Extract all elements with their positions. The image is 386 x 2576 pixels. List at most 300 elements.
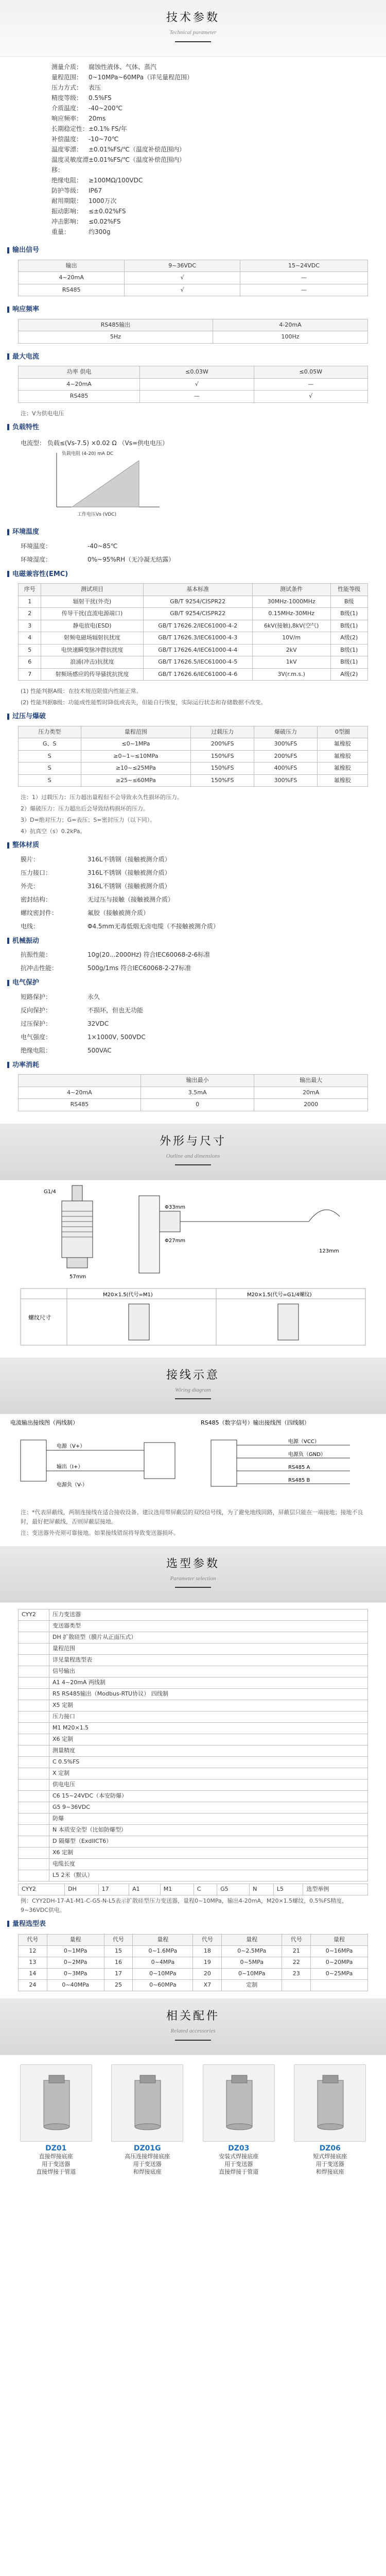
elec-title: 电气保护: [0, 975, 386, 990]
table-cell: 3.5mA: [141, 1087, 254, 1099]
spec-value: 1×1000V, 500VDC: [87, 1033, 146, 1041]
spec-key: 冲击影响：: [51, 218, 83, 225]
table-cell: B级: [330, 596, 367, 608]
accessory-item: [15, 2064, 97, 2176]
load-title: 负载特性: [0, 419, 386, 435]
selection-row: [19, 1779, 368, 1790]
table-header-cell: 0型圈: [317, 726, 367, 738]
output-title: 输出信号: [0, 242, 386, 258]
table-header-cell: 9~36VDC: [125, 260, 240, 272]
table-cell: 0~2MPa: [47, 1957, 104, 1969]
spec-value: 10g(20...2000Hz) 符合IEC60068-2-6标准: [87, 951, 210, 958]
table-cell: 静电放电(ESD): [41, 620, 143, 632]
section-header-accessories: [0, 1998, 386, 2055]
table-header-row: [19, 1075, 368, 1087]
spec-key: 量程范围：: [51, 74, 83, 81]
section-title: 外形与尺寸: [159, 1134, 226, 1148]
spec-key: 密封结构：: [21, 895, 52, 903]
table-cell: 0~60MPa: [133, 1980, 193, 1991]
selection-example-cell: DH: [65, 1884, 99, 1895]
table-cell: 22: [282, 1957, 311, 1969]
table-cell: 浪涌(冲击)抗扰度: [41, 656, 143, 669]
output-table: [18, 260, 368, 297]
table-cell: 30MHz-1000MHz: [252, 596, 330, 608]
table-cell: 300%FS: [254, 738, 318, 751]
title-divider: [175, 1587, 211, 1588]
table-cell: 400%FS: [254, 762, 318, 775]
spec-value: 0~10MPa~60MPa（详见量程范围）: [89, 74, 194, 81]
spec-row: [0, 893, 386, 906]
selection-row: [19, 1711, 368, 1722]
dim-label-l2: 123mm: [319, 1248, 339, 1254]
section-title: 相关配件: [166, 2010, 220, 2023]
overload-title: 过压与爆破: [0, 708, 386, 724]
table-cell: 3V(r.m.s.): [252, 668, 330, 681]
spec-list: [0, 57, 386, 242]
spec-key: 螺纹密封件：: [21, 909, 58, 917]
table-cell: 1: [19, 596, 41, 608]
table-cell: √: [125, 272, 240, 284]
table-cell: 0~16MPa: [311, 1946, 368, 1957]
accessory-image: [203, 2064, 275, 2142]
spec-key: 绝缘电阻：: [51, 177, 83, 184]
spec-key: 温度灵敏度漂移：: [51, 156, 89, 174]
table-row: [19, 1946, 368, 1957]
accessory-desc: 用于变送器 和焊接底座: [315, 2161, 344, 2175]
spec-row: [51, 113, 386, 124]
accessory-label: [106, 2145, 188, 2176]
table-row: [19, 378, 368, 391]
wiring-right-title: RS485（数字信号）输出接线图（四线制）: [201, 1419, 310, 1426]
title-divider: [175, 41, 211, 42]
spec-key: 压力接口：: [21, 869, 52, 876]
table-cell: 4~20mA: [19, 378, 140, 391]
selection-desc: 信号输出: [49, 1666, 368, 1677]
section-header-selection: [0, 1546, 386, 1603]
selection-example-cell: L5: [273, 1884, 303, 1895]
table-header-cell: 代号: [104, 1935, 133, 1946]
spec-value: 500VAC: [87, 1046, 112, 1054]
note-line: (1) 性能判据A级：在技术规范限值内性能正常。: [21, 688, 142, 694]
spec-row: [0, 961, 386, 975]
selection-desc: 测量精度: [49, 1745, 368, 1756]
selection-example-cell: N: [250, 1884, 274, 1895]
table-header-cell: ≤0.05W: [254, 366, 367, 379]
spec-value: 500g/1ms 符合IEC60068-2-27标准: [87, 964, 191, 972]
table-row: [19, 608, 368, 620]
accessory-image: [20, 2064, 92, 2142]
spec-value: 表压: [89, 84, 101, 91]
table-cell: 0~1.6MPa: [133, 1946, 193, 1957]
spec-row: [0, 1004, 386, 1017]
spec-key: 环境温度：: [21, 542, 52, 550]
selection-row: [19, 1813, 368, 1824]
selection-code: [19, 1677, 49, 1688]
table-cell: 25: [104, 1980, 133, 1991]
selection-desc: M1 M20×1.5: [49, 1722, 368, 1734]
accessory-label: [15, 2145, 97, 2176]
selection-code: [19, 1768, 49, 1779]
selection-code: [19, 1745, 49, 1756]
accessory-code: DZ01G: [133, 2144, 161, 2153]
table-cell: RS485: [19, 284, 125, 296]
selection-example-cell: A1: [129, 1884, 161, 1895]
spec-key: 短路保护：: [21, 993, 52, 1001]
table-header-row: [19, 319, 368, 331]
selection-desc: G5 9~36VDC: [49, 1802, 368, 1813]
table-header-cell: 序号: [19, 584, 41, 596]
elec-rows: [0, 990, 386, 1057]
spec-row: [0, 1030, 386, 1044]
table-cell: 0~20MPa: [311, 1957, 368, 1969]
title-divider: [175, 1164, 211, 1165]
accessory-label: [289, 2145, 371, 2176]
range-title: 量程选型表: [0, 1916, 386, 1931]
spec-value: 无过压与接触（接触被测介质）: [87, 895, 174, 903]
selection-row: [19, 1688, 368, 1700]
spec-row: [0, 879, 386, 893]
thread-right-head: M20×1.5(代号=G1/4螺纹): [247, 1292, 312, 1298]
accessory-code: DZ01: [45, 2144, 67, 2153]
note-line: 2）爆破压力：压力超出后会导致结构损坏的压力。: [21, 805, 149, 812]
spec-value: 不损坏，但也无功能: [87, 1006, 144, 1014]
accessory-name: 短式焊接底座: [313, 2153, 347, 2160]
load-left: [10, 438, 179, 520]
table-cell: B级(1): [330, 656, 367, 669]
spec-row: [51, 206, 386, 216]
selection-row: [19, 1802, 368, 1813]
table-header-cell: 输出: [19, 260, 125, 272]
table-row: [19, 391, 368, 403]
selection-code: [19, 1779, 49, 1790]
table-header-cell: 压力类型: [19, 726, 81, 738]
selection-row: [19, 1620, 368, 1632]
selection-code: [19, 1711, 49, 1722]
selection-row: [19, 1666, 368, 1677]
load-chart: [41, 448, 165, 520]
note-line: 3）D=绝对压力；G=表压；S=密封压力（以下同）。: [21, 817, 156, 823]
table-cell: 0~10MPa: [133, 1969, 193, 1980]
wire-right-3: RS485 B: [288, 1477, 310, 1483]
selection-example-cell: 选型举例: [303, 1884, 368, 1895]
spec-row: [0, 906, 386, 920]
note-line: 4）抗真空（s）0.2kPa。: [21, 828, 86, 835]
wiring-diagrams: [0, 1414, 386, 1507]
table-cell: [311, 1980, 368, 1991]
load-formula: 电流型： 负载≤(Vs-7.5) ×0.02 Ω （Vs=供电电压）: [21, 439, 169, 447]
selection-row: [19, 1734, 368, 1745]
table-header-cell: RS485输出: [19, 319, 213, 331]
table-row: [19, 668, 368, 681]
material-rows: [0, 853, 386, 933]
wiring-note-0: 注：*代表屏蔽线，两制连接线在适合接收设备。建议选用带屏蔽层的双绞信号线，为了避免地线回路，屏蔽层只能在一端接地；接地不良时，最好把屏蔽线，否则屏蔽层接地。: [21, 1509, 363, 1525]
spec-row: [0, 920, 386, 933]
spec-row: [51, 72, 386, 82]
selection-code: [19, 1824, 49, 1836]
table-cell: 4~20mA: [19, 272, 125, 284]
table-cell: ≥25~≤60MPa: [81, 774, 191, 787]
table-cell: B级(1): [330, 644, 367, 656]
table-header-cell: 量程: [222, 1935, 282, 1946]
spec-row: [51, 62, 386, 72]
mech-title: 机械振动: [0, 933, 386, 948]
table-cell: —: [140, 391, 254, 403]
power-table: [18, 1074, 368, 1111]
table-cell: 2000: [254, 1099, 368, 1111]
emc-notes: [0, 686, 386, 708]
table-cell: 150%FS: [191, 750, 254, 762]
accessory-code: DZ03: [228, 2144, 250, 2153]
table-cell: 0~25MPa: [311, 1969, 368, 1980]
table-header-cell: 量程: [133, 1935, 193, 1946]
table-header-cell: 输出最大: [254, 1075, 368, 1087]
emc-table: [18, 583, 368, 681]
selection-table: [18, 1609, 368, 1882]
selection-desc: C 0.5%FS: [49, 1756, 368, 1768]
spec-key: 介质温度：: [51, 105, 83, 112]
selection-desc: D 隔爆型（ExdIICT6）: [49, 1836, 368, 1847]
selection-code: [19, 1790, 49, 1802]
spec-value: ±0.1% FS/年: [89, 125, 127, 132]
spec-row: [51, 82, 386, 93]
table-cell: 射频电磁场辐射抗扰度: [41, 632, 143, 645]
table-cell: 150%FS: [191, 762, 254, 775]
spec-key: 温度零漂：: [51, 146, 83, 153]
table-cell: —: [240, 284, 367, 296]
table-header-row: [19, 726, 368, 738]
table-cell: GB/T 9254/CISPR22: [143, 608, 252, 620]
selection-code: [19, 1666, 49, 1677]
wire-right-1: 电源负（GND）: [288, 1451, 326, 1458]
accessory-desc: 用于变送器 直接焊接于管道: [219, 2161, 259, 2175]
current-table: [18, 366, 368, 403]
note-line: (2) 性能判据B级：功能或性能暂时降低或丧失，但能自行恢复，实际运行状态和存储数据不改变。: [21, 699, 267, 706]
resp-title: 响应频率: [0, 301, 386, 317]
table-row: [19, 656, 368, 669]
spec-value: 氟胶（接触被测介质）: [87, 909, 150, 917]
section-header-dim: [0, 1124, 386, 1180]
selection-code: [19, 1858, 49, 1870]
spec-key: 长期稳定性：: [51, 125, 89, 132]
table-row: [19, 1980, 368, 1991]
table-cell: 20: [193, 1969, 222, 1980]
dim-label-top: G1/4: [44, 1189, 56, 1195]
wiring-note-1: 注：变送器外壳须可靠接地。如果接线错误将导致变送器损坏。: [21, 1529, 179, 1536]
selection-example-cell: 17: [98, 1884, 129, 1895]
section-title: 选型参数: [166, 1557, 220, 1570]
accessory-list: [0, 2055, 386, 2191]
dimension-svg: [0, 1180, 386, 1350]
spec-value: ±0.01%FS/℃（温度补偿范围内）: [89, 156, 186, 163]
spec-value: 约300g: [89, 228, 111, 235]
table-cell: 氟橡胶: [317, 738, 367, 751]
selection-row: [19, 1847, 368, 1858]
selection-desc: 压力接口: [49, 1711, 368, 1722]
wiring-left-title: 电流输出接线图（两线制）: [10, 1419, 78, 1426]
overload-notes: [0, 792, 386, 837]
spec-value: ≥100MΩ/100VDC: [89, 177, 143, 184]
table-header-cell: 基本标准: [143, 584, 252, 596]
spec-key: 精度等级：: [51, 94, 83, 101]
spec-key: 过压保护：: [21, 1020, 52, 1027]
selection-code: [19, 1654, 49, 1666]
spec-key: 防护等级：: [51, 187, 83, 194]
selection-desc: 供电电压: [49, 1779, 368, 1790]
selection-row: [19, 1858, 368, 1870]
table-cell: 150%FS: [191, 774, 254, 787]
table-cell: GB/T 9254/CISPR22: [143, 596, 252, 608]
selection-code: [19, 1802, 49, 1813]
table-row: [19, 762, 368, 775]
selection-desc: 防爆: [49, 1813, 368, 1824]
table-cell: 7: [19, 668, 41, 681]
table-cell: 0~1MPa: [47, 1946, 104, 1957]
table-cell: 氟橡胶: [317, 774, 367, 787]
table-header-row: [19, 1935, 368, 1946]
spec-row: [0, 1017, 386, 1030]
spec-row: [0, 866, 386, 879]
table-cell: 氟橡胶: [317, 762, 367, 775]
accessory-item: [198, 2064, 280, 2176]
title-divider: [175, 1398, 211, 1399]
selection-row: [19, 1836, 368, 1847]
accessory-name: 高压连接焊接底座: [125, 2153, 170, 2160]
selection-row: [19, 1722, 368, 1734]
table-cell: 2: [19, 608, 41, 620]
spec-row: [51, 93, 386, 103]
table-header-cell: 测试条件: [252, 584, 330, 596]
table-cell: 0~4MPa: [133, 1957, 193, 1969]
selection-row: [19, 1824, 368, 1836]
accessory-name: 安装式焊接底座: [219, 2153, 259, 2160]
wire-left-2: 电源负（V-）: [57, 1482, 87, 1488]
selection-example-row: [19, 1884, 368, 1895]
accessory-name: 直接焊接底座: [39, 2153, 73, 2160]
table-cell: 0~2.5MPa: [222, 1946, 282, 1957]
spec-row: [0, 539, 386, 553]
selection-desc: A1 4~20mA 两线制: [49, 1677, 368, 1688]
table-cell: 300%FS: [254, 774, 318, 787]
selection-code: [19, 1620, 49, 1632]
table-row: [19, 632, 368, 645]
table-row: [19, 1087, 368, 1099]
spec-row: [51, 185, 386, 196]
spec-key: 测量介质：: [51, 63, 83, 71]
spec-value: 32VDC: [87, 1020, 109, 1027]
table-cell: 1kV: [252, 656, 330, 669]
table-cell: 17: [104, 1969, 133, 1980]
wire-left-1: 输出（I+）: [57, 1464, 83, 1470]
selection-desc: X6 定制: [49, 1734, 368, 1745]
spec-key: 耐用期限：: [51, 197, 83, 205]
selection-code: [19, 1643, 49, 1654]
selection-code: [19, 1836, 49, 1847]
table-header-cell: 功率 供电: [19, 366, 140, 379]
material-title: 整体材质: [0, 837, 386, 853]
dim-label-d1: Φ33mm: [165, 1204, 186, 1210]
table-header-cell: 4-20mA: [213, 319, 368, 331]
selection-row: [19, 1632, 368, 1643]
selection-row: [19, 1745, 368, 1756]
table-row: [19, 620, 368, 632]
table-cell: 200%FS: [254, 750, 318, 762]
selection-desc: X 定制: [49, 1768, 368, 1779]
table-row: [19, 272, 368, 284]
spec-row: [51, 216, 386, 227]
table-cell: S: [19, 774, 81, 787]
table-cell: √: [140, 378, 254, 391]
spec-value: ≤±0.02%FS: [89, 208, 126, 215]
table-cell: GB/T 17626.6/IEC61000-4-6: [143, 668, 252, 681]
spec-value: 316L不锈钢（接触被测介质）: [87, 869, 171, 876]
table-header-cell: 过载压力: [191, 726, 254, 738]
mech-rows: [0, 948, 386, 975]
wire-left-0: 电源（V+）: [57, 1443, 85, 1449]
selection-row: [19, 1790, 368, 1802]
table-cell: 2kV: [252, 644, 330, 656]
table-cell: 0.15MHz-30MHz: [252, 608, 330, 620]
table-cell: 100Hz: [213, 331, 368, 344]
table-header-row: [19, 584, 368, 596]
table-cell: —: [254, 378, 367, 391]
table-cell: 21: [282, 1946, 311, 1957]
selection-desc: 量程范围: [49, 1643, 368, 1654]
spec-row: [51, 103, 386, 113]
table-cell: GB/T 17626.2/IEC61000-4-2: [143, 620, 252, 632]
table-header-cell: 测试项目: [41, 584, 143, 596]
section-subtitle: Outline and dimensions: [166, 1153, 220, 1159]
table-cell: 18: [193, 1946, 222, 1957]
table-row: [19, 1957, 368, 1969]
table-cell: —: [240, 272, 367, 284]
section-title: 技术参数: [166, 11, 220, 24]
spec-value: 20ms: [89, 115, 106, 122]
selection-row: [19, 1756, 368, 1768]
accessory-image: [111, 2064, 183, 2142]
table-row: [19, 644, 368, 656]
table-header-cell: 代号: [193, 1935, 222, 1946]
table-header-cell: 代号: [19, 1935, 47, 1946]
accessory-code: DZ06: [319, 2144, 341, 2153]
wire-right-0: 电源（VCC）: [288, 1438, 320, 1445]
table-header-cell: 量程范围: [81, 726, 191, 738]
table-cell: 4: [19, 632, 41, 645]
spec-key: 补偿温度：: [51, 135, 83, 143]
table-cell: 12: [19, 1946, 47, 1957]
load-xlabel: 工作电压Vs (VDC): [77, 512, 117, 517]
table-cell: GB/T 17626.5/IEC61000-4-5: [143, 656, 252, 669]
selection-example-note: 例：CYY2DH-17-A1-M1-C-G5-N-L5表示扩散硅型压力变送器，量程0~10MPa，输出4-20mA，M20×1.5螺纹，0.5%FS精度，9~36VDC供电。: [21, 1897, 348, 1913]
selection-code: CYY2: [19, 1609, 49, 1620]
spec-key: 抗冲击性能：: [21, 964, 58, 972]
spec-row: [51, 144, 386, 155]
table-cell: 定制: [222, 1980, 282, 1991]
title-divider: [175, 2040, 211, 2041]
range-table: [18, 1934, 368, 1991]
table-header-cell: 代号: [282, 1935, 311, 1946]
table-header-cell: 15~24VDC: [240, 260, 367, 272]
spec-value: -40~200℃: [89, 105, 123, 112]
wiring-svg: [0, 1414, 386, 1507]
table-cell: 氟橡胶: [317, 750, 367, 762]
spec-key: 绝缘电阻：: [21, 1046, 52, 1054]
spec-row: [51, 175, 386, 185]
table-cell: 14: [19, 1969, 47, 1980]
selection-desc: N 本质安全型（比如防爆型）: [49, 1824, 368, 1836]
emc-title: 电磁兼容性(EMC): [0, 566, 386, 582]
table-cell: 200%FS: [191, 738, 254, 751]
selection-code: [19, 1722, 49, 1734]
